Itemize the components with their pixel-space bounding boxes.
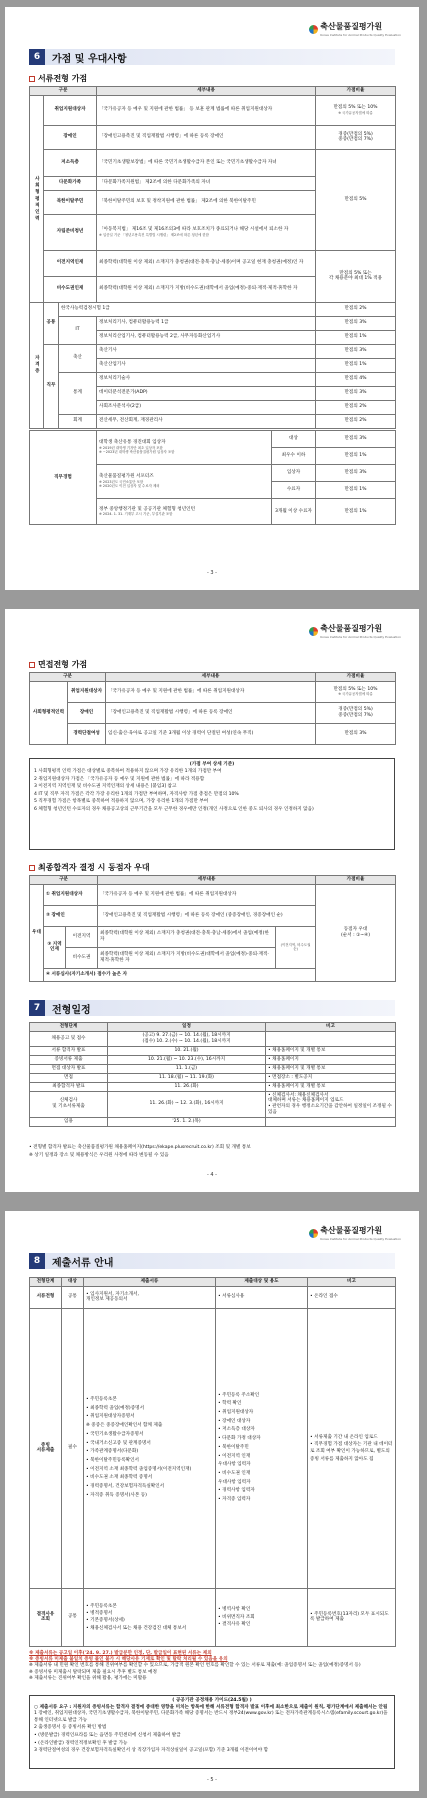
checkbox-square-icon: [29, 865, 35, 871]
table-row: IT 정보처리기사, 컴퓨터활용능력 1급 만점의 3%: [30, 316, 396, 330]
documents-notes: ※ 제출서류는 공고일 이후('24. 9. 27.) 발급분만 인정, 단, 발급일이 표현된 서류는 제외 ※ 증빙서류 미제출 불일치 증빙 불인 불가 시 해당사유 기재로 확인 및 탈락 처리될 수 있음을 유의 ※ 제출서류 내 민원 확인 번호를 통해 진위여부를 확인할 수 있으므로, 가급적 원본 확인 번호를 확인할 수 있는 서류로 제출(예: 졸업증명서 또는 졸업(예정)증명서 등) ※ 증빙서류 미제출시 탈락되며 제출 필요시 추후 별도 통보 예정 ※ 제출서류는 진위여부 확인을 위해 활용, 평가에는 미활용: [29, 1651, 361, 1681]
table-row: 증빙 서류제출 필수 • 주민등록초본 • 최종학력 졸업(예정)증명서 • 취업지원대상자증명서 ※ 중증은 중증장애인확인서 함께 제출 • 국민기초생활수급자증명서 • 국내거소신고증 및 관계증명서 • 가족관계증명서(다문화) • 북한이탈주민등록확인서 • 이전지역 소재 최종학력 졸업증명서(이전지역인재) • 비수도권 소재 최종학력 증명서 • 경력증명서, 건강보험자격득실확인서 • 자격증 취득 증명서(사본 등) • 주민등록 주소확인 • 학력 확인 • 취업지원대상자 • 장애인 대상자 • 저소득층 대상자 • 다문화 가정 대상자 • 북한이탈주민 • 이전지역 인재 우대사항 입력자 • 비수도권 인재 우대사항 입력자 • 경력사항 입력자 • 자격증 입력자 • 서류제출 기간 내 온라인 업로드 • 직무경험 가점 대상자는 기관 내 데이터로 조회 여부 확인이 가능하므로, 별도의 증빙 서류를 제출하지 않아도 됨: [30, 1308, 396, 1588]
table-row: ② 장애인 「장애인고용촉진 및 직업재활법 시행령」에 따른 등록 장애인 (중증장애인, 경증장애인 순): [30, 905, 396, 926]
schedule-rows: [30, 1031, 396, 1126]
table-row: 임용 '25. 1. 2.(목): [30, 1117, 396, 1126]
list-item: • 전형별 합격자 발표는 축산물품질평가원 채용홈페이지(https://ekape.plusrecruit.co.kr) 조회 및 개별 통보: [29, 1145, 251, 1150]
table-row: ④ 서류심사(자기소개서) 점수가 높은 자: [30, 968, 396, 981]
table-row: 정부 중앙행정기관 및 공공기관 체험형 청년인턴 ※ 2024. 1. 31. 기재부 고시 기준, 부설기관 포함 3개월 이상 수료자 만점의 1%: [30, 499, 396, 525]
schedule-table: 전형단계 일정 비고 채용공고 및 접수 (공고) 9. 27.(금) ~ 10. 14.(월), 18시까지 (접수) 10. 2.(수) ~ 10. 14.(월), 18시까지 서류 합격자 발표 10. 21.(월) • 채용홈페이지 및 개별 통보 증빙서류 제출 10. 21.(월) ~ 10. 23.(수), 16시까지 • 채용홈페이지 면접 대상자 발표 11. 1.(금) • 채용홈페이지 및 개별 통보 면접 11. 18.(월) ~ 11. 19.(화) • 면접장소 : 별도공지 최종합격자 발표 11. 26.(화) • 채용홈페이지 및 개별 통보 신체검사 및 기초서류제출 11. 26.(화) ~ 12. 3.(화), 16시까지 • 신체검사서: 채용신체검사서 대체하며 서류는 채용홈페이지 업로드 • 관련자의 경우 행정소요기간을 감안하여 일정일이 조정될 수 있음 임용 '25. 1. 2.(목): [29, 1022, 396, 1127]
table-row: 경력단절여성 임신·출산·육아로 공고일 기준 3개월 이상 경력이 단절된 여성(연속 무직) 만점의 3%: [30, 723, 396, 744]
table-row: 정보처리산업기사, 컴퓨터활용능력 2급, 사무자동화산업기사 만점의 1%: [30, 330, 396, 344]
list-item: 3 이전지역 지역인재 및 비수도권 지역인재의 상세 내용은 [붙임3] 참고: [34, 784, 177, 789]
table-row: 장애인 「장애인고용촉진 및 직업재활법 시행령」에 따른 등록 장애인 경증(만점의 5%) 중증(만점의 7%): [30, 125, 396, 149]
table-row: 자격증 공통 한국사능력검정시험 1급 만점의 2%: [30, 302, 396, 316]
subsection-title: 최종합격자 결정 시 동점자 우대: [29, 862, 150, 873]
checkbox-square-icon: [29, 662, 35, 668]
table-row: 수료자 만점의 1%: [30, 482, 396, 499]
table-row: 북한이탈주민 「북한이탈주민의 보호 및 정착지원에 관한 법률」 제2조에 의한 북한이탈주민: [30, 190, 396, 214]
page-number: - 4 -: [207, 1172, 217, 1178]
documents-table: 전형단계 대상 제출서류 제출대상 및 용도 비고 서류전형 공통 • 입사지원서, 자기소개서, 개인정보 제공동의서 • 서류심사용 • 온라인 접수 증빙 서류제출 필수 • 주민등록초본 • 최종학력 졸업(예정)증명서 • 취업지원대상자증명서 ※ 중증은 중증장애인확인서 함께 제출 • 국민기초생활수급자증명서 • 국내거소신고증 및 관계증명서 • 가족관계증명서(다문화) • 북한이탈주민등록확인서 • 이전지역 소재 최종학력 졸업증명서(이전지역인재) • 비수도권 소재 최종학력 증명서 • 경력증명서, 건강보험자격득실확인서 • 자격증 취득 증명서(사본 등) • 주민등록 주소확인 • 학력 확인 • 취업지원대상자 • 장애인 대상자 • 저소득층 대상자 • 다문화 가정 대상자 • 북한이탈주민 • 이전지역 인재 우대사항 입력자 • 비수도권 인재 우대사항 입력자 • 경력사항 입력자 • 자격증 입력자 • 서류제출 기간 내 온라인 업로드 • 직무경험 가점 대상자는 기관 내 데이터로 조회 여부 확인이 가능하므로, 별도의 증빙 서류를 제출하지 않아도 됨 결격사유 조회 공통 • 주민등록초본 • 병적증명서 • 기본증명서(상세) • 채용신체검사서 또는 채용 건강검진 대체 통보서 • 병역사항 확인 • 비위면직자 조회 • 결격사유 확인 • 주민등록번호(13자리) 모두 표시되도록 발급하여 제출: [29, 1277, 396, 1647]
table-row: 저소득층 「국민기초생활보장법」에 따른 국민기초생활수급자 본인 또는 국민기초생활수급자 자녀 만점의 5%: [30, 149, 396, 176]
list-item: 4 IT 및 직무 자격 가점은 각각 가장 유리한 1개의 가점만 부여하며, 자격사항 가점 총점은 만점의 10%: [34, 791, 239, 797]
schedule-notes: [29, 1145, 395, 1160]
section-number: 8: [29, 1253, 45, 1269]
checkbox-square-icon: [29, 76, 35, 82]
table-row: 우대 ① 취업지원대상자 「국가유공자 등 예우 및 지원에 관한 법률」에 따른 취업지원대상자 동점자 우대 (순서 : ①~④): [30, 884, 396, 905]
org-logo: 축산물품질평가원 Korea Institute for Animal Products Quality Evaluation: [309, 1225, 401, 1241]
logo-icon: [309, 25, 318, 34]
section-header: [29, 1253, 395, 1269]
section-number: 7: [29, 1000, 45, 1016]
logo-icon: [309, 627, 318, 636]
interview-score-table: 구분 세부내용 가점비율 사회형평적인력 취업지원대상자 「국가유공자 등 예우 및 지원에 관한 법률」에 따른 취업지원대상자 만점의 5% 또는 10% ※ 국가유공자법에 따름 장애인 「장애인고용촉진 및 직업재활법 시행령」에 따른 등록 장애인 경증(만점의 5%) 중증(만점의 7%) 경력단절여성 임신·출산·육아로 공고일 기준 3개월 이상 경력이 단절된 여성(연속 무직) 만점의 3%: [29, 672, 396, 745]
table-row: 장애인 「장애인고용촉진 및 직업재활법 시행령」에 따른 등록 장애인 경증(만점의 5%) 중증(만점의 7%): [30, 702, 396, 723]
table-row: 직무경험 대학생 축산유통 경진대회 입상자 ※ 2019년 대학생 기자단 최초 입상자 포함 ※ ~2023년 대학생 축산물품질평가원 입상자 포함 대상 만점의 3%: [30, 431, 396, 448]
list-item: 3 경력단절여성의 경우 건강보험자격득실확인서 상 직장가입자 자격상실일이 공고일(포함) 기준 3개월 이전이어야 함: [34, 1748, 269, 1754]
list-item: • (방문발급) 경력인프라를 또는 읍면동 주민센터에 신청서 제출하여 발급: [34, 1732, 181, 1738]
section-header: [29, 49, 395, 65]
list-item: 1 장애인, 취업지원대상자, 국민기초생활수급자, 북한이탈주민, 다문화가족 해당 증명서는 반드시 정부24(www.gov.kr) 또는 전자가족관계등록시스템(efamily.scourt.go.kr)을 통해 인터넷으로 발급 가능: [34, 1711, 388, 1723]
table-row: 축산물품질평가원 서포터즈 ※ 2023년도 국민소통단 포함 ※ 2020년도 이전 입상자 및 수료자 제외 입상자 만점의 3%: [30, 465, 396, 482]
table-row: 사회형평적인력 취업지원대상자 「국가유공자 등 예우 및 지원에 관한 법률」에 따른 취업지원대상자 만점의 5% 또는 10% ※ 국가유공자법에 따름: [30, 681, 396, 702]
table-row: 서류 합격자 발표 10. 21.(월) • 채용홈페이지 및 개별 통보: [30, 1046, 396, 1055]
table-row: 다문화가족 「다문화가족지원법」 제2조에 의한 다문화가족의 자녀: [30, 176, 396, 190]
table-row: 사회형평적인력 취업지원대상자 「국가유공자 등 예우 및 지원에 관한 법률」 등 보훈 관계 법률에 따른 취업지원대상자 만점의 5% 또는 10% ※ 국가유공자법에 따름: [30, 95, 396, 125]
table-row: 면접 11. 18.(월) ~ 11. 19.(화) • 면접장소 : 별도공지: [30, 1073, 396, 1082]
guide-list: [34, 1711, 390, 1754]
table-row: 서류전형 공통 • 입사지원서, 자기소개서, 개인정보 제공동의서 • 서류심사용 • 온라인 접수: [30, 1286, 396, 1308]
logo-icon: [309, 1229, 318, 1238]
org-logo: [309, 21, 401, 37]
job-experience-table: [29, 430, 396, 525]
criteria-list: [34, 768, 390, 812]
page-5: [5, 1211, 419, 1791]
list-item: 2 취업지원대상자 가점은 「국가유공자 등 예우 및 지원에 관한 법률」에 따라 적용함: [34, 776, 205, 782]
list-item: • (온라인발급) 경력인적정보확인 후 발급 가능: [34, 1740, 128, 1746]
list-item: 1 사회형평적 인력 가점은 대상별로 중복하여 적용하지 않으며 가장 유리한 1개의 가점만 부여: [34, 769, 222, 774]
page-number: - 5 -: [207, 1777, 217, 1783]
table-row: 면접 대상자 발표 11. 1.(금) • 채용홈페이지 및 개별 통보: [30, 1064, 396, 1073]
list-item: 2 출생증명서 등 증빙서류 확인 방법: [34, 1725, 107, 1731]
section-title: 가점 및 우대사항: [52, 53, 127, 65]
org-logo: 축산물품질평가원 Korea Institute for Animal Products Quality Evaluation: [309, 623, 401, 639]
section-number: 6: [29, 49, 45, 65]
score-criteria-box: (가점 부여 상세 기준) 1 사회형평적 인력 가점은 대상별로 중복하여 적용하지 않으며 가장 유리한 1개의 가점만 부여 2 취업지원대상자 가점은 「국가유공자 등 예우 및 지원에 관한 법률」에 따라 적용함 3 이전지역 지역인재 및 비수도권 지역인재의 상세 내용은 [붙임3] 참고 4 IT 및 직무 자격 가점은 각각 가장 유리한 1개의 가점만 부여하며, 자격사항 가점 총점은 만점의 10% 5 직무경험 가점은 항목별로 중복하여 적용하지 않으며, 가장 유리한 1개의 가점만 부여 6 체험형 청년인턴 수료자의 경우 채용공고상의 근무기간을 모두 근무한 경우에만 인정(개인 사정으로 인한 중도 퇴사의 경우 인정하지 않음): [29, 758, 395, 850]
fair-hiring-guide-box: ( 공공기관 공정채용 가이드(24.5월) ) ○ 제출서류 요구 : 지원자의 증빙서류는 합격자 결정에 중대한 영향을 미치는 항목에 한해 서류전형 합격자 발표 이후에 최소한으로 제출이 원칙, 평가단계에서 제출해서는 안됨 1 장애인, 취업지원대상자, 국민기초생활수급자, 북한이탈주민, 다문화가족 해당 증명서는 반드시 정부24(www.gov.kr) 또는 전자가족관계등록시스템(efamily.scourt.go.kr)을 통해 인터넷으로 발급 가능 2 출생증명서 등 증빙서류 확인 방법 • (방문발급) 경력인프라를 또는 읍면동 주민센터에 신청서 제출하여 발급 • (온라인발급) 경력인적정보확인 후 발급 가능 3 경력단절여성의 경우 건강보험자격득실확인서 상 직장가입자 자격상실일이 공고일(포함) 기준 3개월 이전이어야 함: [29, 1695, 395, 1769]
table-row: 데이터분석전문가(ADP) 만점의 3%: [30, 386, 396, 400]
table-row: 채용공고 및 접수 (공고) 9. 27.(금) ~ 10. 14.(월), 18시까지 (접수) 10. 2.(수) ~ 10. 14.(월), 18시까지: [30, 1031, 396, 1046]
table-row: 신체검사 및 기초서류제출 11. 26.(화) ~ 12. 3.(화), 16시까지 • 신체검사서: 채용신체검사서 대체하며 서류는 채용홈페이지 업로드 • 관련자의 경우 행정소요기간을 감안하여 일정일이 조정될 수 있음: [30, 1091, 396, 1117]
page-3: [5, 7, 419, 590]
list-item: ※ 상기 일정과 장소 및 채용방식은 우리원 사정에 따라 변동될 수 있음: [29, 1152, 169, 1158]
table-row: 통계 정보처리기술사 만점의 4%: [30, 372, 396, 386]
list-item: 5 직무경험 가점은 항목별로 중복하여 적용하지 않으며, 가장 유리한 1개의 가점만 부여: [34, 799, 209, 804]
subsection-title: 서류전형 가점: [29, 73, 87, 84]
table-row: 비수도권인재 최종학력(대학원 이상 제외) 소재지가 지방(비수도권)대학에서 졸업(예정)·중퇴·재적·제적·휴학한 자: [30, 276, 396, 302]
table-row: 최우수 이하 만점의 1%: [30, 448, 396, 465]
table-row: 축산산업기사 만점의 1%: [30, 358, 396, 372]
table-row: 결격사유 조회 공통 • 주민등록초본 • 병적증명서 • 기본증명서(상세) • 채용신체검사서 또는 채용 건강검진 대체 통보서 • 병역사항 확인 • 비위면직자 조회 • 결격사유 확인 • 주민등록번호(13자리) 모두 표시되도록 발급하여 제출: [30, 1588, 396, 1646]
org-subtitle: Korea Institute for Animal Products Quality Evaluation: [320, 33, 401, 37]
table-row: 직무 축산 축산기사 만점의 3%: [30, 344, 396, 358]
table-row: 비수도권 최종학력(대학원 이상 제외) 소재지가 지방(비수도권)대학에서 졸업(예정)·중퇴·재적·제적·휴학한 자: [30, 947, 396, 968]
page-4: [5, 609, 419, 1192]
table-header: 구분 세부내용 가점비율: [30, 87, 396, 96]
table-row: ③ 지역인재 이전지역 최종학력(대학원 이상 제외) 소재지가 충청권(대전·충북·충남·세종)에서 졸업(예정)한 자 (이전지역, 비수도권 순): [30, 926, 396, 947]
table-row: 자립준비청년 「아동복지법」 제16조 및 제16조의3에 따라 보호조치가 종료되거나 해당 시설에서 퇴소한 자 ※ 입증일 기준 「청년고용촉진 특별법 시행령」 제2조에 따른 청년에 한함: [30, 214, 396, 250]
table-row: 회계 전산세무, 전산회계, 재경관리사 만점의 2%: [30, 414, 396, 428]
table-row: 이전지역인재 최종학력(대학원 이상 제외) 소재지가 충청권(대전·충북·충남·세종)이며 공고일 현재 충청권(예정)인 자 만점의 5% 또는 각 채용분야 최대 1% 적용: [30, 250, 396, 276]
document-score-table: [29, 86, 396, 429]
table-row: 증빙서류 제출 10. 21.(월) ~ 10. 23.(수), 16시까지 • 채용홈페이지: [30, 1055, 396, 1064]
org-name: 축산물품질평가원: [320, 22, 383, 31]
page-number: - 3 -: [207, 570, 217, 576]
table-row: 최종합격자 발표 11. 26.(화) • 채용홈페이지 및 개별 통보: [30, 1082, 396, 1091]
table-row: 사회조사분석사(2급) 만점의 2%: [30, 400, 396, 414]
section-title: 제출서류 안내: [52, 1257, 114, 1269]
list-item: 6 체험형 청년인턴 수료자의 경우 채용공고상의 근무기간을 모두 근무한 경우에만 인정(개인 사정으로 인한 중도 퇴사의 경우 인정하지 않음): [34, 806, 314, 812]
section-title: 전형일정: [52, 1004, 91, 1016]
section-header: [29, 1000, 395, 1016]
tie-break-table: 구분 세부내용 가점비율 우대 ① 취업지원대상자 「국가유공자 등 예우 및 지원에 관한 법률」에 따른 취업지원대상자 동점자 우대 (순서 : ①~④) ② 장애인 「장애인고용촉진 및 직업재활법 시행령」에 따른 등록 장애인 (중증장애인, 경증장애인 순) ③ 지역인재 이전지역 최종학력(대학원 이상 제외) 소재지가 충청권(대전·충북·충남·세종)에서 졸업(예정)한 자 (이전지역, 비수도권 순) 비수도권 최종학력(대학원 이상 제외) 소재지가 지방(비수도권)대학에서 졸업(예정)·중퇴·재적·제적·휴학한 자 ④ 서류심사(자기소개서) 점수가 높은 자: [29, 875, 396, 982]
subsection-title: 면접전형 가점: [29, 659, 87, 670]
